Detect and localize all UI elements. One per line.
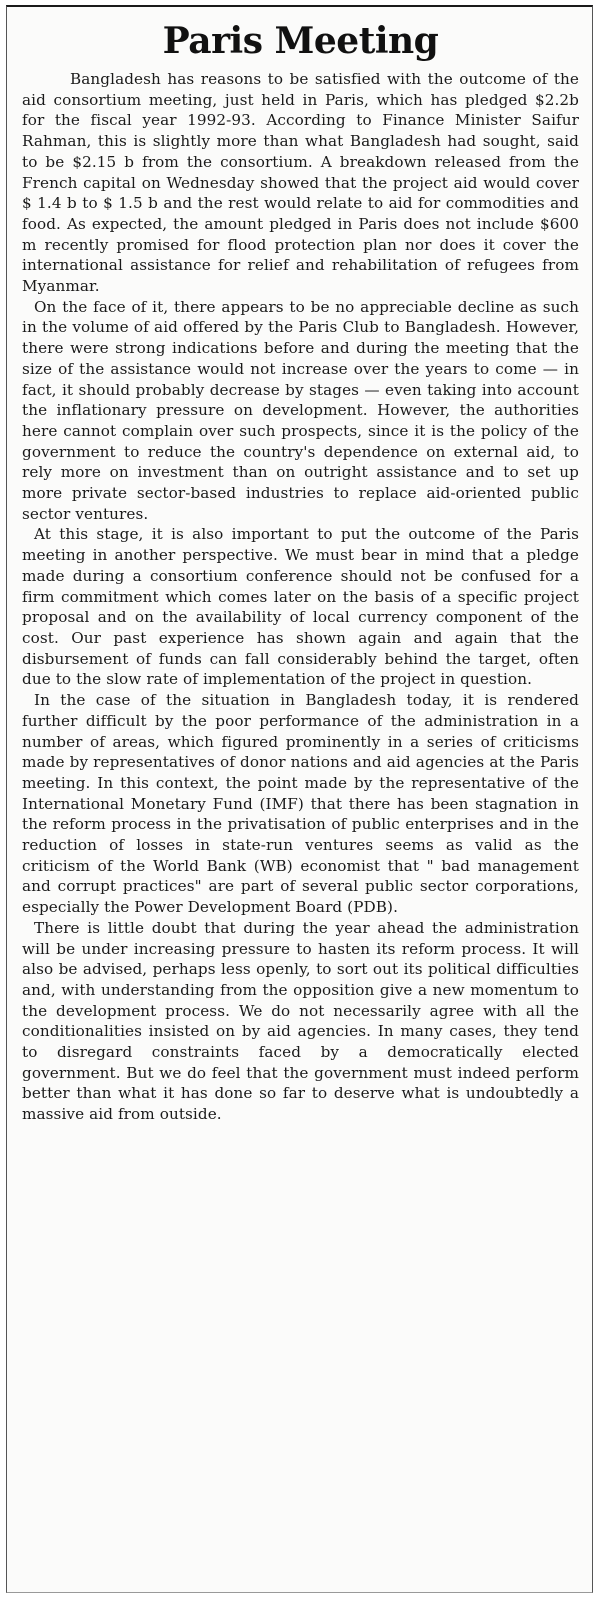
- article-paragraph-2: On the face of it, there appears to be no appreciable decline as such in the volume of aid offered by the Paris Club to Bangladesh. However, there were strong indications before and during the meeting that the size of the assistance would not increase over the years to come — in fact, it should probably decrease by stages — even taking into account the inflationary pressure on development. However, the authorities here cannot complain over such prospects, since it is the policy of the government to reduce the country's dependence on external aid, to rely more on investment than on outright assistance and to set up more private sector-based industries to replace aid-oriented public sector ventures.: [22, 297, 579, 523]
- newspaper-clipping: [6, 5, 593, 1593]
- article-paragraph-1: Bangladesh has reasons to be satisfied with the outcome of the aid consortium meeting, just held in Paris, which has pledged $2.2b for the fiscal year 1992-93. According to Finance Minister Saifur Rahman, this is slightly more than what Bangladesh had sought, said to be $2.15 b from the consortium. A breakdown released from the French capital on Wednesday showed that the project aid would cover $ 1.4 b to $ 1.5 b and the rest would relate to aid for commodities and food. As expected, the amount pledged in Paris does not include $600 m recently promised for flood protection plan nor does it cover the international assistance for relief and rehabilitation of refugees from Myanmar.: [22, 70, 579, 296]
- article-paragraph-5: There is little doubt that during the year ahead the administration will be under increasing pressure to hasten its reform process. It will also be advised, perhaps less openly, to sort out its political difficulties and, with understanding from the opposition give a new momentum to the development process. We do not necessarily agree with all the conditionalities insisted on by aid agencies. In many cases, they tend to disregard constraints faced by a democratically elected government. But we do feel that the government must indeed perform better than what it has done so far to deserve what is undoubtedly a massive aid from outside.: [22, 918, 579, 1124]
- article-paragraph-4: In the case of the situation in Bangladesh today, it is rendered further difficult by the poor performance of the administration in a number of areas, which figured prominently in a series of criticisms made by representatives of donor nations and aid agencies at the Paris meeting. In this context, the point made by the representative of the International Monetary Fund (IMF) that there has been stagnation in the reform process in the privatisation of public enterprises and in the reduction of losses in state-run ventures seems as valid as the criticism of the World Bank (WB) economist that " bad management and corrupt practices" are part of several public sector corporations, especially the Power Development Board (PDB).: [22, 691, 579, 917]
- article-paragraph-3: At this stage, it is also important to put the outcome of the Paris meeting in another perspective. We must bear in mind that a pledge made during a consortium conference should not be confused for a firm commitment which comes later on the basis of a specific project proposal and on the availability of local currency component of the cost. Our past experience has shown again and again that the disbursement of funds can fall considerably behind the target, often due to the slow rate of implementation of the project in question.: [22, 525, 579, 689]
- headline: Paris Meeting: [162, 20, 439, 62]
